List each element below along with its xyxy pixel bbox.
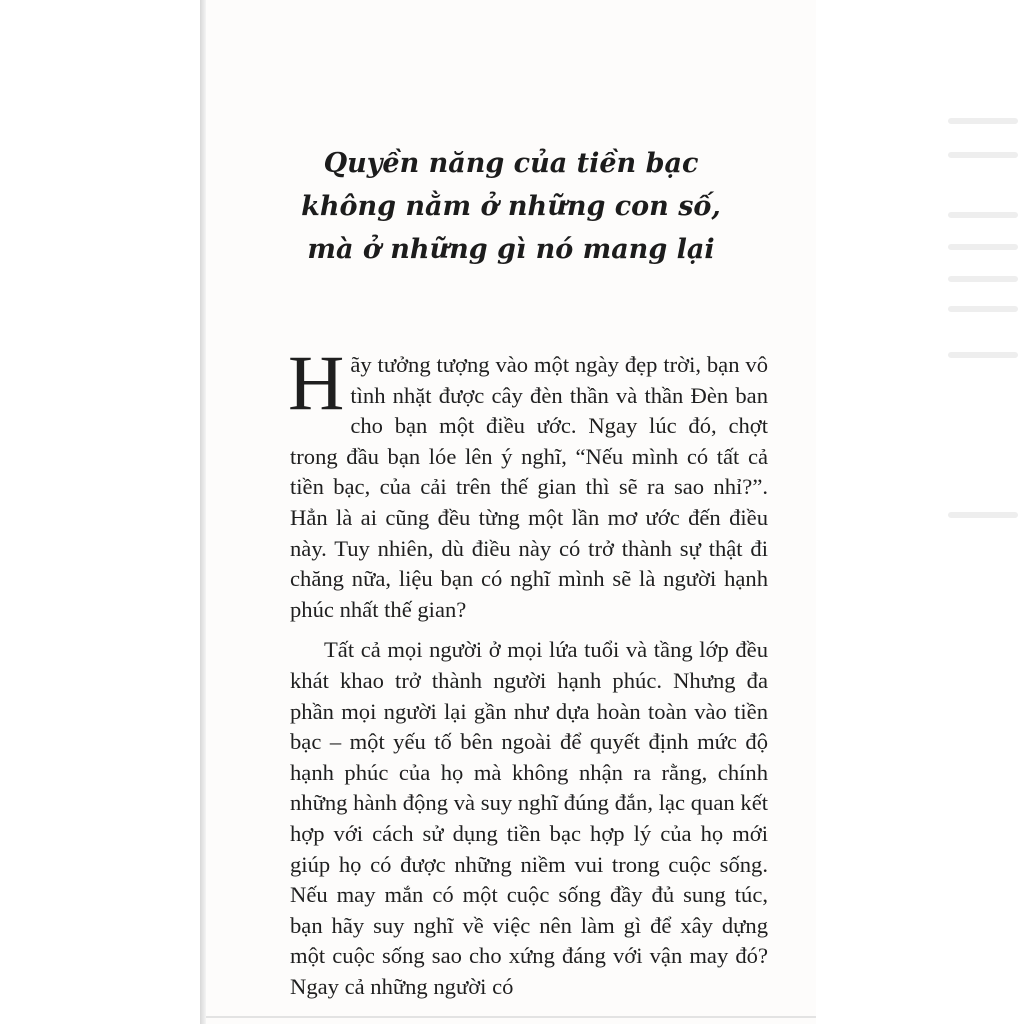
drop-cap: H [288, 339, 345, 426]
paragraph-1-text: ãy tưởng tượng vào một ngày đẹp trời, bạn vô tình nhặt được cây đèn thần và thần Đèn ban cho bạn một điều ước. Ngay lúc đó, chợt trong đầu bạn lóe lên ý nghĩ, “Nếu mình có tất cả tiền bạc, của cải trên thế gian thì sẽ ra sao nhỉ?”. Hẳn là ai cũng đều từng một lần mơ ước đến điều này. Tuy nhiên, dù điều này có trở thành sự thật đi chăng nữa, liệu bạn có nghĩ mình sẽ là người hạnh phúc nhất thế gian? [290, 352, 768, 622]
bleed-through [948, 352, 1018, 358]
chapter-title-line: Quyền năng của tiền bạc [323, 148, 699, 179]
chapter-title-line: không nằm ở những con số, [301, 191, 721, 222]
paragraph-1 [288, 339, 768, 625]
bleed-through [948, 212, 1018, 218]
page-bottom-edge [206, 1016, 816, 1018]
body-text [288, 339, 768, 1002]
bleed-through [948, 118, 1018, 124]
bleed-through [948, 512, 1018, 518]
bleed-through [948, 276, 1018, 282]
chapter-title-line: mà ở những gì nó mang lại [307, 234, 715, 265]
bleed-through [948, 244, 1018, 250]
chapter-title [206, 142, 816, 271]
bleed-through [948, 306, 1018, 312]
bleed-through [948, 152, 1018, 158]
paragraph-2: Tất cả mọi người ở mọi lứa tuổi và tầng lớp đều khát khao trở thành người hạnh phúc. Nhưng đa phần mọi người lại gần như dựa hoàn toàn vào tiền bạc – một yếu tố bên ngoài để quyết định mức độ hạnh phúc của họ mà không nhận ra rằng, chính những hành động và suy nghĩ đúng đắn, lạc quan kết hợp với cách sử dụng tiền bạc hợp lý của họ mới giúp họ có được những niềm vui trong cuộc sống. Nếu may mắn có một cuộc sống đầy đủ sung túc, bạn hãy suy nghĩ về việc nên làm gì để xây dựng một cuộc sống sao cho xứng đáng với vận may đó? Ngay cả những người có [290, 637, 768, 999]
